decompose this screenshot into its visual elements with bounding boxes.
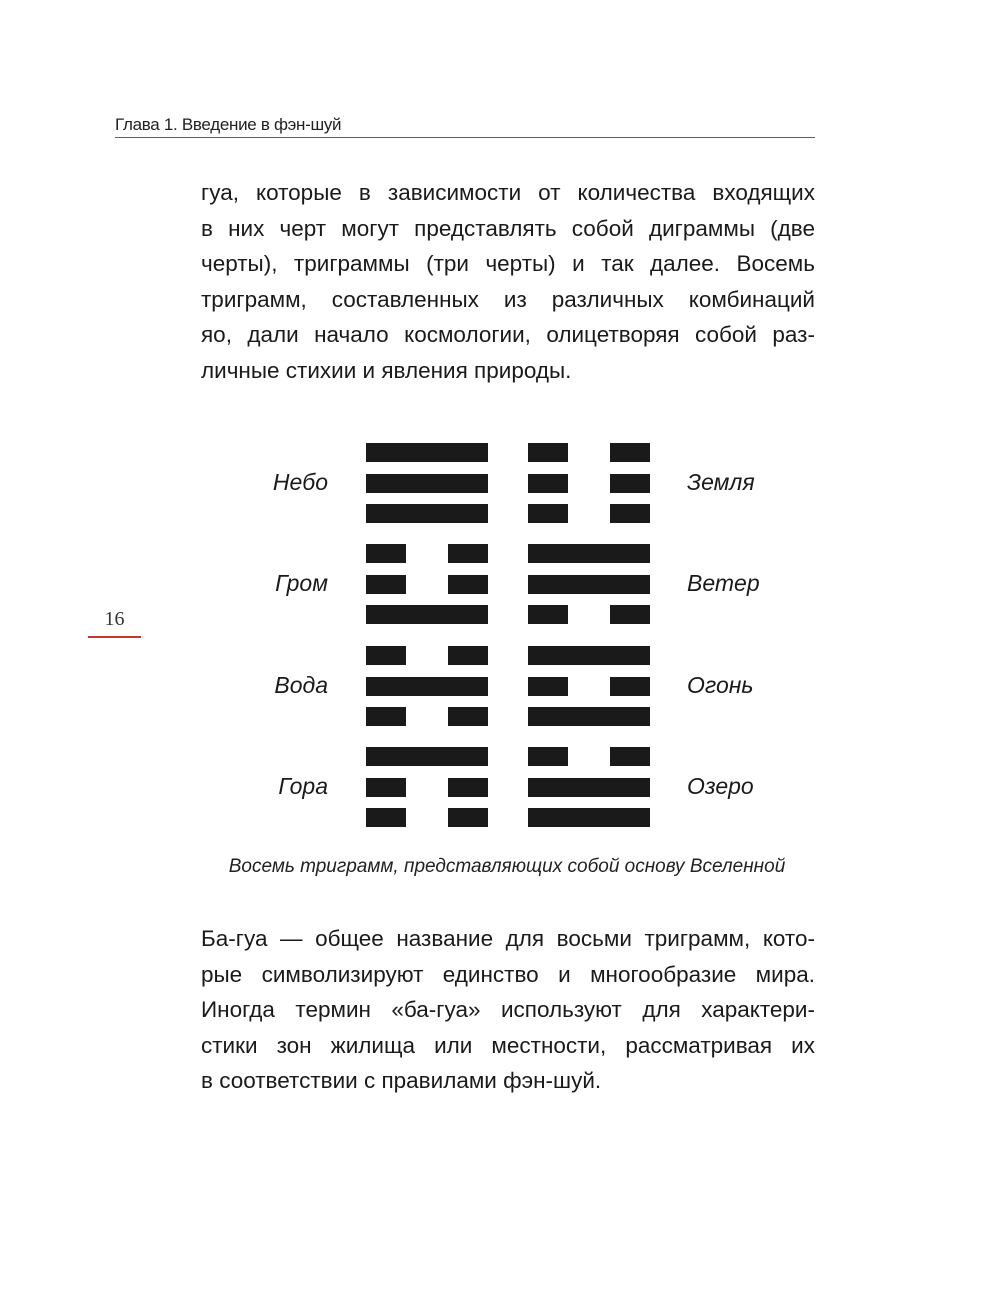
- trigram-wind: [528, 544, 650, 624]
- yin-line: [528, 443, 650, 462]
- yang-line: [366, 443, 488, 462]
- yin-line: [528, 504, 650, 523]
- yin-segment: [610, 504, 650, 523]
- yang-segment: [528, 778, 650, 797]
- yin-segment: [528, 747, 568, 766]
- yang-segment: [366, 605, 488, 624]
- yin-segment: [528, 677, 568, 696]
- yang-line: [366, 504, 488, 523]
- paragraph-line: личные стихии и явления природы.: [201, 357, 572, 383]
- yang-segment: [366, 474, 488, 493]
- paragraph-line: черты), триграммы (три черты) и так далее. Восемь: [201, 251, 815, 276]
- yang-line: [366, 474, 488, 493]
- yang-segment: [366, 677, 488, 696]
- yang-line: [528, 575, 650, 594]
- trigram-heaven: [366, 443, 488, 523]
- paragraph-line: в них черт могут представлять собой диграммы (две: [201, 215, 815, 241]
- yin-line: [366, 575, 488, 594]
- paragraph-line: Иногда термин «ба-гуа» используют для характери-: [201, 997, 815, 1022]
- yin-segment: [366, 646, 406, 665]
- yang-segment: [366, 443, 488, 462]
- yin-segment: [366, 808, 406, 827]
- trigram-label-thunder: Гром: [275, 570, 328, 596]
- trigram-label-mountain: Гора: [278, 773, 328, 799]
- paragraph-line: триграмм, составленных из различных комбинаций: [201, 286, 815, 312]
- yin-segment: [448, 575, 488, 594]
- trigram-label-wind: Ветер: [687, 570, 760, 596]
- body-paragraph-1: [201, 175, 815, 388]
- yang-line: [366, 605, 488, 624]
- yin-line: [528, 605, 650, 624]
- trigram-label-water: Вода: [274, 672, 328, 698]
- yin-segment: [366, 544, 406, 563]
- trigram-fire: [528, 646, 650, 726]
- yang-line: [528, 808, 650, 827]
- trigram-lake: [528, 747, 650, 827]
- yin-segment: [366, 778, 406, 797]
- yin-line: [528, 677, 650, 696]
- yang-segment: [366, 504, 488, 523]
- yang-line: [366, 677, 488, 696]
- yin-segment: [448, 646, 488, 665]
- yin-segment: [528, 443, 568, 462]
- figure-caption: Восемь триграмм, представляющих собой основу Вселенной: [228, 856, 786, 877]
- yang-segment: [366, 747, 488, 766]
- paragraph-line: в соответствии с правилами фэн-шуй.: [201, 1068, 602, 1093]
- yin-segment: [448, 707, 488, 726]
- trigram-label-fire: Огонь: [687, 672, 754, 698]
- yin-segment: [610, 677, 650, 696]
- paragraph-line: яо, дали начало космологии, олицетворяя собой раз-: [201, 322, 815, 347]
- trigram-water: [366, 646, 488, 726]
- body-paragraph-2: [201, 921, 815, 1099]
- yin-line: [366, 544, 488, 563]
- yin-segment: [610, 605, 650, 624]
- yin-segment: [610, 443, 650, 462]
- paragraph-line: гуа, которые в зависимости от количества входящих: [201, 180, 815, 205]
- yin-segment: [448, 808, 488, 827]
- yang-line: [366, 747, 488, 766]
- yin-line: [366, 808, 488, 827]
- yin-line: [366, 707, 488, 726]
- yang-segment: [528, 575, 650, 594]
- running-head: Глава 1. Введение в фэн-шуй: [115, 115, 815, 138]
- yang-line: [528, 544, 650, 563]
- yin-segment: [610, 474, 650, 493]
- trigram-mountain: [366, 747, 488, 827]
- yin-segment: [528, 474, 568, 493]
- yin-line: [366, 778, 488, 797]
- yin-line: [366, 646, 488, 665]
- yang-segment: [528, 646, 650, 665]
- trigram-label-earth: Земля: [687, 469, 755, 495]
- yin-segment: [448, 778, 488, 797]
- yin-segment: [610, 747, 650, 766]
- paragraph-line: рые символизируют единство и многообразие мира.: [201, 961, 815, 987]
- trigram-label-heaven: Небо: [272, 469, 328, 495]
- yin-segment: [366, 575, 406, 594]
- yang-line: [528, 646, 650, 665]
- yin-line: [528, 474, 650, 493]
- yang-segment: [528, 707, 650, 726]
- yang-line: [528, 778, 650, 797]
- trigram-earth: [528, 443, 650, 523]
- yin-segment: [448, 544, 488, 563]
- page-number: 16: [88, 606, 141, 638]
- yin-segment: [528, 605, 568, 624]
- yang-segment: [528, 544, 650, 563]
- trigram-thunder: [366, 544, 488, 624]
- trigram-label-lake: Озеро: [687, 773, 754, 799]
- yin-segment: [366, 707, 406, 726]
- yin-line: [528, 747, 650, 766]
- paragraph-line: стики зон жилища или местности, рассматривая их: [201, 1032, 815, 1058]
- yang-line: [528, 707, 650, 726]
- yang-segment: [528, 808, 650, 827]
- yin-segment: [528, 504, 568, 523]
- paragraph-line: Ба-гуа — общее название для восьми триграмм, кото-: [201, 926, 815, 951]
